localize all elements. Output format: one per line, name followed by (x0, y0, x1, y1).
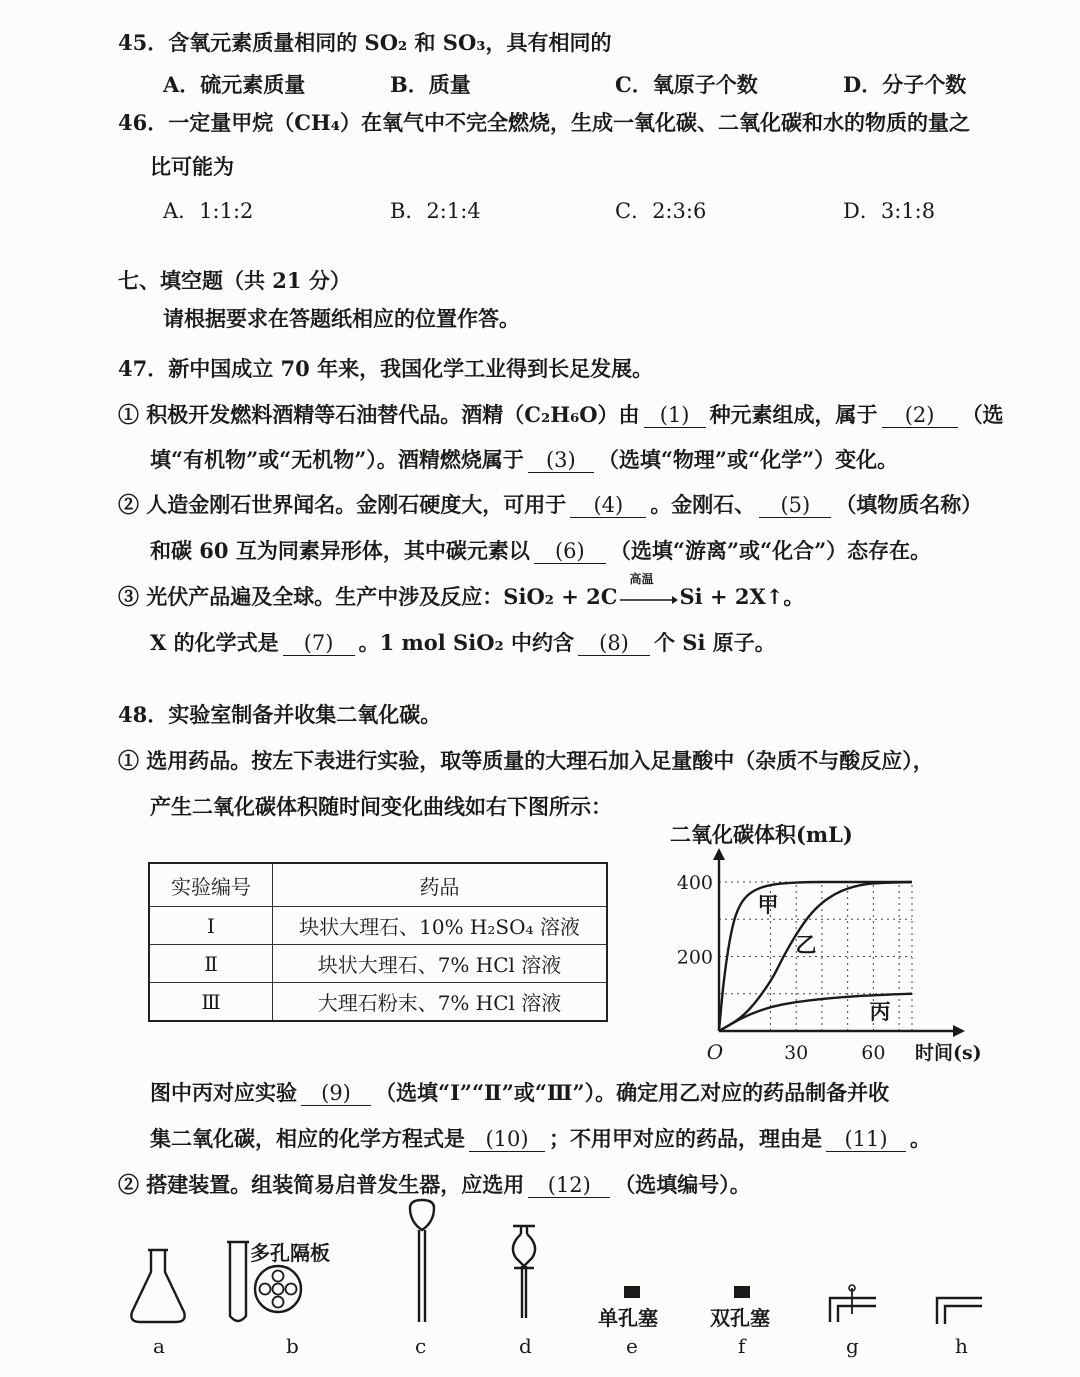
table-header: 药品 (273, 863, 608, 907)
q48-stem: 48．实验室制备并收集二氧化碳。 (118, 702, 442, 727)
q47-line2: 填“有机物”或“无机物”）。酒精燃烧属于 (3) （选填“物理”或“化学”）变化。 (150, 447, 899, 472)
q48-para2: 产生二氧化碳体积随时间变化曲线如右下图所示： (150, 794, 612, 819)
perforated-plate-icon (255, 1266, 301, 1312)
section-instruction: 请根据要求在答题纸相应的位置作答。 (163, 306, 520, 331)
q45-option-b: B．质量 (390, 72, 471, 97)
plate-caption: 多孔隔板 (250, 1241, 330, 1265)
blank-5[interactable]: (5) (759, 493, 831, 518)
label-c: c (415, 1334, 427, 1358)
q48-line-q1: 图中丙对应实验 (9) （选填“I”“Ⅱ”或“Ⅲ”）。确定用乙对应的药品制备并收 (150, 1080, 890, 1105)
x-tick-label: 60 (861, 1042, 886, 1064)
q46-option-b: B．2:1:4 (390, 199, 481, 223)
origin-label: O (706, 1040, 724, 1064)
series-label: 乙 (795, 932, 817, 957)
table-cell: Ⅲ (149, 983, 273, 1022)
q46-option-c: C．2:3:6 (615, 199, 707, 223)
q48-para1: ① 选用药品。按左下表进行实验，取等质量的大理石加入足量酸中（杂质不与酸反应）， (118, 748, 934, 773)
table-header: 实验编号 (149, 863, 273, 907)
label-h: h (955, 1334, 968, 1358)
label-b: b (286, 1334, 299, 1358)
q47-line4: 和碳 60 互为同素异形体，其中碳元素以 (6) （选填“游离”或“化合”）态存在。 (150, 538, 932, 563)
q48-line-q2: 集二氧化碳，相应的化学方程式是 (10) ；不用甲对应的药品，理由是 (11) 。 (150, 1126, 931, 1151)
blank-7[interactable]: (7) (283, 631, 355, 656)
table-cell: 块状大理石、10% H₂SO₄ 溶液 (273, 907, 608, 945)
q45-option-a: A．硫元素质量 (163, 72, 306, 97)
table-cell: 大理石粉末、7% HCl 溶液 (273, 983, 608, 1022)
blank-4[interactable]: (4) (570, 493, 646, 518)
y-tick-label: 400 (676, 872, 713, 894)
q45-option-d: D．分子个数 (843, 72, 967, 97)
label-d: d (519, 1334, 532, 1358)
x-axis-label: 时间(s) (915, 1042, 982, 1064)
single-hole-stopper-icon (624, 1286, 640, 1298)
label-e: e (626, 1334, 638, 1358)
q45-option-c: C．氧原子个数 (615, 72, 758, 97)
blank-3[interactable]: (3) (528, 448, 594, 473)
stopper-e-caption: 单孔塞 (598, 1306, 658, 1330)
conical-flask-icon (131, 1250, 184, 1322)
q46-stem-line2: 比可能为 (150, 154, 234, 179)
x-tick-label: 30 (784, 1042, 809, 1064)
q47-stem: 47．新中国成立 70 年来，我国化学工业得到长足发展。 (118, 356, 654, 381)
stopper-f-caption: 双孔塞 (710, 1306, 770, 1330)
table-cell: 块状大理石、7% HCl 溶液 (273, 945, 608, 983)
blank-2[interactable]: (2) (882, 403, 958, 428)
section-title: 七、填空题（共 21 分） (118, 268, 351, 293)
blank-9[interactable]: (9) (301, 1081, 371, 1106)
q47-line5: ③ 光伏产品遍及全球。生产中涉及反应：SiO₂ + 2C 高温 Si + 2X↑。 (118, 571, 805, 609)
q48-line-s2: ② 搭建装置。组装简易启普发生器，应选用 (12) （选填编号）。 (118, 1172, 751, 1197)
y-tick-label: 200 (676, 946, 713, 969)
table-cell: I (149, 907, 273, 945)
test-tube-icon (227, 1242, 249, 1321)
long-neck-funnel-icon (410, 1200, 434, 1322)
bent-tube-with-stopcock-icon (830, 1285, 876, 1322)
double-hole-stopper-icon (734, 1286, 750, 1298)
blank-12[interactable]: (12) (528, 1173, 610, 1198)
label-a: a (153, 1334, 165, 1358)
separatory-funnel-icon (513, 1226, 535, 1318)
blank-10[interactable]: (10) (469, 1127, 545, 1152)
blank-8[interactable]: (8) (578, 631, 650, 656)
blank-1[interactable]: (1) (644, 403, 706, 428)
label-g: g (846, 1334, 859, 1358)
series-label: 丙 (869, 999, 891, 1024)
q47-line6: X 的化学式是 (7) 。1 mol SiO₂ 中约含 (8) 个 Si 原子。 (150, 630, 776, 655)
bent-glass-tube-icon (937, 1298, 982, 1324)
table-cell: Ⅱ (149, 945, 273, 983)
blank-11[interactable]: (11) (826, 1127, 906, 1152)
blank-6[interactable]: (6) (534, 539, 606, 564)
label-f: f (738, 1334, 746, 1358)
q45-stem: 45．含氧元素质量相同的 SO₂ 和 SO₃，具有相同的 (118, 30, 612, 55)
q46-stem-line1: 46．一定量甲烷（CH₄）在氧气中不完全燃烧，生成一氧化碳、二氧化碳和水的物质的量之 (118, 110, 970, 135)
reaction-condition: 高温 (629, 571, 654, 586)
q46-option-a: A．1:1:2 (163, 199, 254, 223)
q46-option-d: D．3:1:8 (843, 199, 936, 223)
q47-line1: ① 积极开发燃料酒精等石油替代品。酒精（C₂H₆O）由 (1) 种元素组成，属于 (2) （选 (118, 402, 1004, 427)
y-axis-label: 二氧化碳体积(mL) (670, 822, 853, 847)
q47-line3: ② 人造金刚石世界闻名。金刚石硬度大，可用于 (4) 。金刚石、 (5) （填物质名称） (118, 492, 983, 517)
series-label: 甲 (757, 892, 779, 917)
